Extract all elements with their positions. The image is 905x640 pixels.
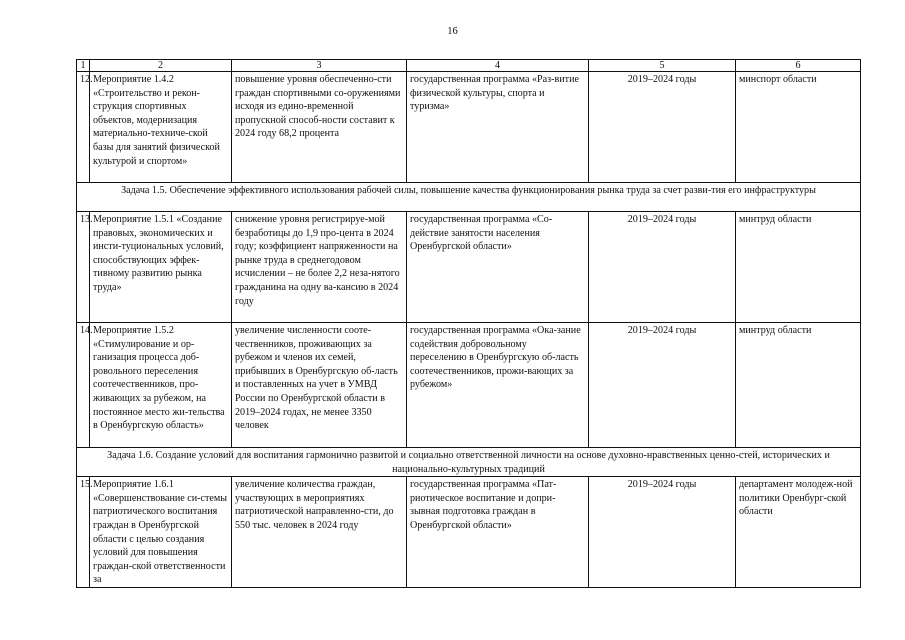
row-number: 15. xyxy=(77,477,90,588)
result-cell: увеличение количества граждан, участвующих в мероприятиях патриотической направленно-сти, до 550 тыс. человек в 2024 году xyxy=(232,477,407,588)
column-number-header: 2 xyxy=(90,60,232,72)
task-row xyxy=(77,448,861,477)
executor-cell: минтруд области xyxy=(736,212,861,323)
program-cell: государственная программа «Ока-зание содействия добровольному переселению в Оренбургскую об-ласть соотечественников, прожи-вающих за рубежом» xyxy=(407,323,589,448)
period-cell: 2019–2024 годы xyxy=(589,72,736,183)
executor-cell: департамент молодеж-ной политики Оренбург-ской области xyxy=(736,477,861,588)
column-number-header: 5 xyxy=(589,60,736,72)
column-number-header: 1 xyxy=(77,60,90,72)
page-number: 16 xyxy=(447,26,458,37)
program-cell: государственная программа «Пат-риотическое воспитание и допри-зывная подготовка граждан в Оренбургской области» xyxy=(407,477,589,588)
event-cell: Мероприятие 1.5.1 «Создание правовых, экономических и инсти-туциональных условий, способствующих эффек-тивному развитию рынка труда» xyxy=(90,212,232,323)
period-cell: 2019–2024 годы xyxy=(589,212,736,323)
period-cell: 2019–2024 годы xyxy=(589,477,736,588)
event-cell: Мероприятие 1.6.1 «Совершенствование си-стемы патриотического воспитания граждан в Оренбургской области с целью создания условий для повышения граждан-ской ответственности за xyxy=(90,477,232,588)
measures-table xyxy=(76,59,861,588)
event-cell: Мероприятие 1.5.2 «Стимулирование и ор-ганизация процесса доб-ровольного переселения соотечественников, про-живающих за рубежом, на постоянное место жи-тельства в Оренбургскую область» xyxy=(90,323,232,448)
result-cell: снижение уровня регистрируе-мой безработицы до 1,9 про-цента в 2024 году; коэффициент напряженности на рынке труда в среднегодовом исчислении – не более 2,2 неза-нятого гражданина на одну ва-кансию в 2024 году xyxy=(232,212,407,323)
row-number: 13. xyxy=(77,212,90,323)
row-number: 14. xyxy=(77,323,90,448)
task-heading: Задача 1.5. Обеспечение эффективного использования рабочей силы, повышение качества функционирования рынка труда за счет разви-тия его инфраструктуры xyxy=(77,183,861,212)
result-cell: увеличение численности сооте-чественников, проживающих за рубежом и членов их семей, прибывших в Оренбургскую об-ласть и поставленных на учет в УМВД России по Оренбургской области в 2019–2024 годах, не менее 3350 человек xyxy=(232,323,407,448)
table-row xyxy=(77,477,861,588)
table-row xyxy=(77,212,861,323)
column-number-header: 3 xyxy=(232,60,407,72)
column-number-header: 4 xyxy=(407,60,589,72)
table-header-row xyxy=(77,60,861,72)
task-row xyxy=(77,183,861,212)
column-number-header: 6 xyxy=(736,60,861,72)
table-row xyxy=(77,323,861,448)
executor-cell: минтруд области xyxy=(736,323,861,448)
task-heading: Задача 1.6. Создание условий для воспитания гармонично развитой и социально ответственной личности на основе духовно-нравственных ценно-стей, исторических и национально-культурных традиций xyxy=(77,448,861,477)
executor-cell: минспорт области xyxy=(736,72,861,183)
result-cell: повышение уровня обеспеченно-сти граждан спортивными со-оружениями исходя из едино-временной пропускной способ-ности составит к 2024 году 68,2 процента xyxy=(232,72,407,183)
program-cell: государственная программа «Раз-витие физической культуры, спорта и туризма» xyxy=(407,72,589,183)
event-cell: Мероприятие 1.4.2 «Строительство и рекон-струкция спортивных объектов, модернизация материально-техниче-ской базы для занятий физической культурой и спортом» xyxy=(90,72,232,183)
program-cell: государственная программа «Со-действие занятости населения Оренбургской области» xyxy=(407,212,589,323)
row-number: 12. xyxy=(77,72,90,183)
table-row xyxy=(77,72,861,183)
period-cell: 2019–2024 годы xyxy=(589,323,736,448)
